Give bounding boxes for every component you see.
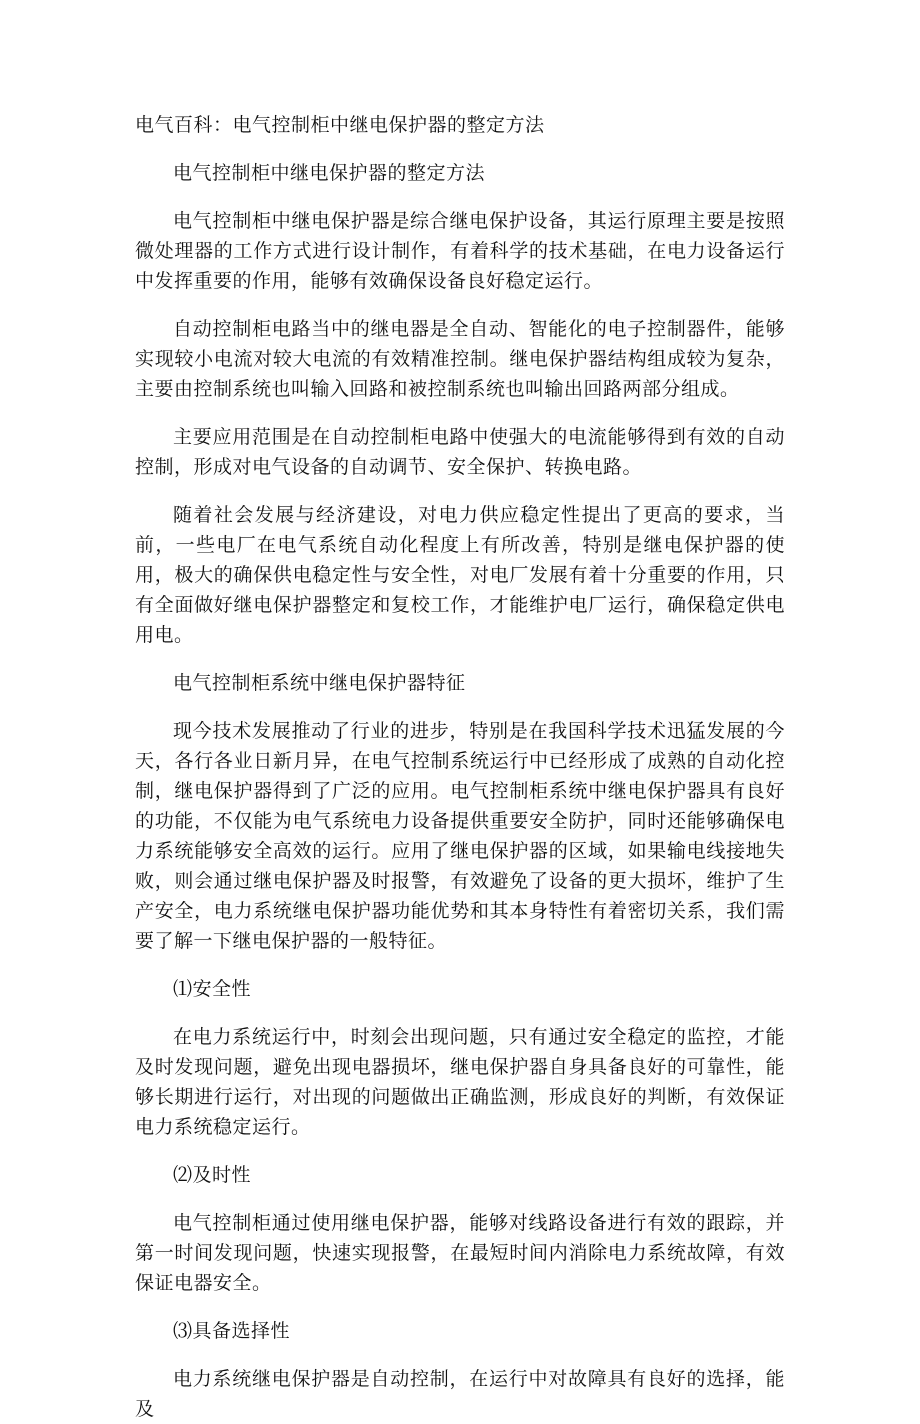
document-title: 电气百科：电气控制柜中继电保护器的整定方法 (135, 114, 545, 136)
list-heading: ⑴安全性 (173, 978, 252, 1000)
paragraph: 现今技术发展推动了行业的进步，特别是在我国科学技术迅猛发展的今天，各行各业日新月异，在电气控制系统运行中已经形成了成熟的自动化控制，继电保护器得到了广泛的应用。电气控制柜系统中继电保护器具有良好的功能，不仅能为电气系统电力设备提供重要安全防护，同时还能够确保电力系统能够安全高效的运行。应用了继电保护器的区域，如果输电线接地失败，则会通过继电保护器及时报警，有效避免了设备的更大损坏，维护了生产安全，电力系统继电保护器功能优势和其本身特性有着密切关系，我们需要了解一下继电保护器的一般特征。 (135, 720, 785, 952)
paragraph: 自动控制柜电路当中的继电器是全自动、智能化的电子控制器件，能够实现较小电流对较大电流的有效精准控制。继电保护器结构组成较为复杂，主要由控制系统也叫输入回路和被控制系统也叫输出回路两部分组成。 (135, 318, 785, 400)
paragraph: 在电力系统运行中，时刻会出现问题，只有通过安全稳定的监控，才能及时发现问题，避免出现电器损坏，继电保护器自身具备良好的可靠性，能够长期进行运行，对出现的问题做出正确监测，形成良好的判断，有效保证电力系统稳定运行。 (135, 1026, 785, 1138)
section-heading: 电气控制柜系统中继电保护器特征 (173, 672, 466, 694)
section-heading: 电气控制柜中继电保护器的整定方法 (173, 162, 486, 184)
paragraph: 电力系统继电保护器是自动控制，在运行中对故障具有良好的选择，能及 (135, 1368, 785, 1420)
list-heading: ⑶具备选择性 (173, 1320, 291, 1342)
paragraph: 主要应用范围是在自动控制柜电路中使强大的电流能够得到有效的自动控制，形成对电气设备的自动调节、安全保护、转换电路。 (135, 426, 785, 478)
paragraph: 电气控制柜通过使用继电保护器，能够对线路设备进行有效的跟踪，并第一时间发现问题，快速实现报警，在最短时间内消除电力系统故障，有效保证电器安全。 (135, 1212, 785, 1294)
paragraph: 电气控制柜中继电保护器是综合继电保护设备，其运行原理主要是按照微处理器的工作方式进行设计制作，有着科学的技术基础，在电力设备运行中发挥重要的作用，能够有效确保设备良好稳定运行。 (135, 210, 785, 292)
list-heading: ⑵及时性 (173, 1164, 252, 1186)
paragraph: 随着社会发展与经济建设，对电力供应稳定性提出了更高的要求，当前，一些电厂在电气系统自动化程度上有所改善，特别是继电保护器的使用，极大的确保供电稳定性与安全性，对电厂发展有着十分重要的作用，只有全面做好继电保护器整定和复校工作，才能维护电厂运行，确保稳定供电用电。 (135, 504, 785, 646)
